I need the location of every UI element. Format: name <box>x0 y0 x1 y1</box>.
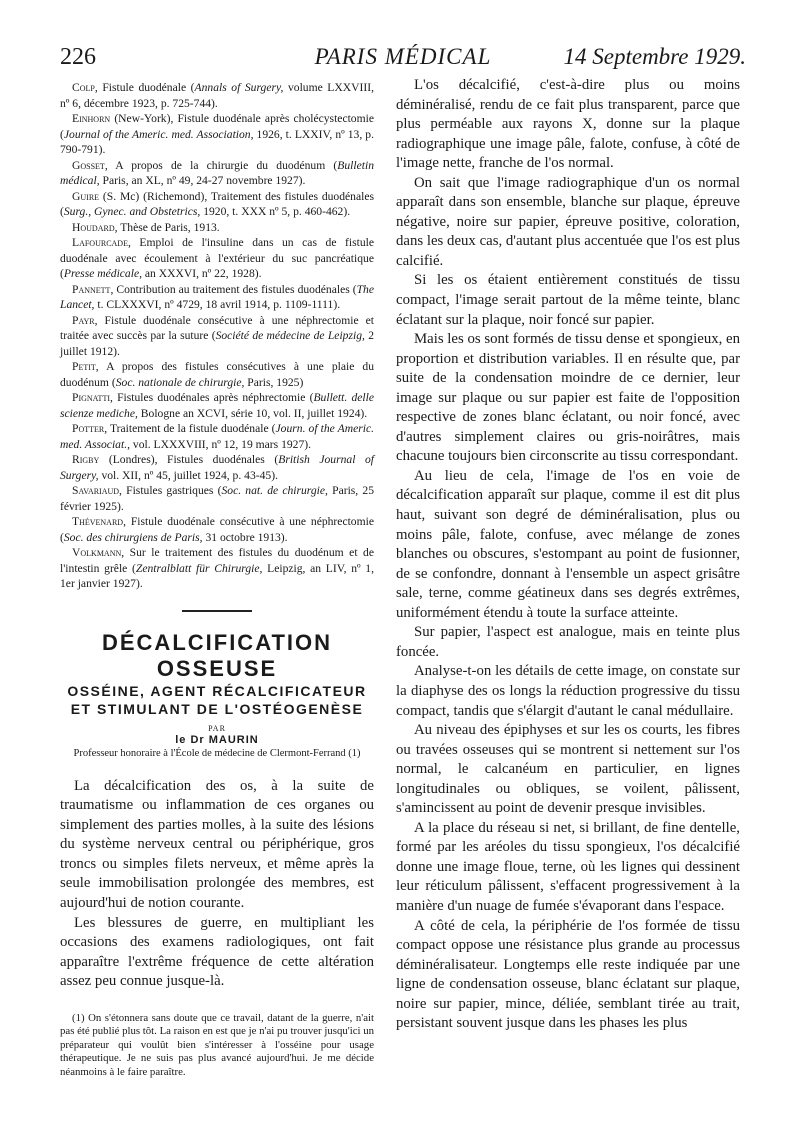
body-paragraph: A la place du réseau si net, si brillant, de fine dentelle, formé par les aréoles du tissu spongieux, l'os décalcifié donne une image floue, terne, où les lignes qui dessinent leur réticulum pâlissent, s'effacent progressivement à la manière d'un nuage de fumée s'évaporant dans l'espace. <box>396 819 740 914</box>
body-paragraph: Au lieu de cela, l'image de l'os en voie de décalcification apparaît sur plaque, comme il est dit plus haut, suivant son degré de déminéralisation, plus ou moins pâle, falote, confuse, avec mélange de zones blanches ou obscures, s'estompant au point de fusionner, de se confondre, donnant à l'ensemble un aspect grisâtre sale, terne, comme géatineux dans ses degrés extrêmes, uniformément étendu à toute la surface atteinte. <box>396 467 740 621</box>
body-paragraph: La décalcification des os, à la suite de traumatisme ou inflammation de ces organes ou simplement des parties molles, à la suite des lésions du système nerveux central ou périphérique, gros troncs ou simples filets nerveux, et même après la seule immobilisation prolongée des membres, est aujourd'hui de notion courante. <box>60 777 374 912</box>
reference-item: Colp, Fistule duodénale (Annals of Surgery, volume LXXVIII, nº 6, décembre 1923, p. 725-744). <box>60 81 374 110</box>
section-divider <box>182 610 252 612</box>
body-paragraph: On sait que l'image radiographique d'un os normal apparaît dans son ensemble, blanche sur plaque, épreuve négative, noire sur papier, épreuve positive, coloration, dans les deux cas, d'autant plus accentuée que l'os est plus calcifié. <box>396 174 740 269</box>
left-column <box>60 80 374 1090</box>
reference-item: Einhorn (New-York), Fistule duodénale après cholécystectomie (Journal of the Americ. med. Association, 1926, t. LXXIV, nº 13, p. 790-791). <box>60 112 374 156</box>
reference-item: Lafourcade, Emploi de l'insuline dans un cas de fistule duodénale avec écoulement à l'extérieur du suc pancréatique (Presse médicale, an XXXVI, nº 22, 1928). <box>60 236 374 280</box>
journal-title: PARIS MÉDICAL <box>314 44 492 69</box>
body-paragraph: Mais les os sont formés de tissu dense et spongieux, en proportion et distribution variables. Il en résulte que, par suite de la condensation moindre de ce dernier, leur image sur plaque ou sur papier est faite de l'opposition respective de zones blanc éclatant, ou noir foncé, avec d'autres simplement claires ou gris-noirâtres, mais chacune toujours bien circonscrite au tissu correspondant. <box>396 331 740 465</box>
reference-item: Gosset, A propos de la chirurgie du duodénum (Bulletin médical, Paris, an XL, nº 49, 24-27 novembre 1927). <box>60 158 374 187</box>
reference-item: Petit, A propos des fistules consécutives à une plaie du duodénum (Soc. nationale de chirurgie, Paris, 1925) <box>60 360 374 389</box>
body-paragraph: L'os décalcifié, c'est-à-dire plus ou moins déminéralisé, rendu de ce fait plus transparent, parce que plus perméable aux rayons X, donne sur la plaque radiographique une image pâle, falote, confuse, à côté de l'image nette, franche de l'os normal. <box>396 77 740 172</box>
body-paragraph: Les blessures de guerre, en multipliant les occasions des examens radiologiques, ont fait apparaître l'extrême fréquence de cette altération assez peu connue jusque-là. <box>60 914 374 990</box>
reference-item: Guire (S. Mc) (Richemond), Traitement des fistules duodénales (Surg., Gynec. and Obstetrics, 1920, t. XXX nº 5, p. 460-462). <box>60 189 374 218</box>
article-subtitle-line-1: OSSÉINE, AGENT RÉCALCIFICATEUR <box>67 682 367 699</box>
reference-item: Volkmann, Sur le traitement des fistules du duodénum et de l'intestin grêle (Zentralblatt für Chirurgie, Leipzig, an LIV, nº 1, 1er janvier 1927). <box>60 546 374 590</box>
byline-par: PAR <box>208 723 226 733</box>
page-number: 226 <box>60 44 96 70</box>
right-column <box>396 76 740 1034</box>
article-title: DÉCALCIFICATION OSSEUSE <box>101 629 333 681</box>
body-paragraph: A côté de cela, la périphérie de l'os formée de tissu compact oppose une résistance plus grande au processus déminéralisateur. Longtemps elle reste indiquée par une ligne de condensation osseuse, blanc éclatant sur plaque, noire sur papier, mince, déliée, semblant tirée au trait, persistant souvent jusque dans les phases les plus <box>396 917 740 1032</box>
footnote: (1) On s'étonnera sans doute que ce travail, datant de la guerre, n'ait pas été publié plus tôt. La raison en est que je n'ai pu trouver jusqu'ici un préparateur qui voulût bien s'intéresser à l'osséine pour usage thérapeutique. Je ne suis pas plus avancé aujourd'hui. Je me décide néanmoins à le faire paraître. <box>60 1012 374 1078</box>
body-paragraph: Sur papier, l'aspect est analogue, mais en teinte plus foncée. <box>396 624 740 660</box>
body-paragraph: Au niveau des épiphyses et sur les os courts, les fibres ou travées osseuses qui se montrent si nettement sur l'os normal, le calcanéum en particulier, en lignes longitudinales ou obliques, se voilent, pâlissent, s'amincissent au point de devenir presque invisibles. <box>396 722 740 817</box>
reference-list <box>60 80 374 592</box>
reference-item: Rigby (Londres), Fistules duodénales (British Journal of Surgery, vol. XII, nº 45, juillet 1924, p. 43-45). <box>60 453 374 482</box>
body-paragraph: Analyse-t-on les détails de cette image, on constate sur la diaphyse des os longs la réduction progressive du tissu compact, tandis que s'élargit d'autant le canal médullaire. <box>396 663 740 719</box>
reference-item: Potter, Traitement de la fistule duodénale (Journ. of the Americ. med. Associat., vol. LXXXVIII, nº 12, 19 mars 1927). <box>60 422 374 451</box>
author-affiliation: Professeur honoraire à l'École de médecine de Clermont-Ferrand (1) <box>73 747 361 759</box>
article-subtitle-line-2: ET STIMULANT DE L'OSTÉOGENÈSE <box>70 700 364 717</box>
reference-item: Thévenard, Fistule duodénale consécutive à une néphrectomie (Soc. des chirurgiens de Paris, 31 octobre 1913). <box>60 515 374 544</box>
body-paragraph: Si les os étaient entièrement constitués de tissu compact, l'image serait partout de la même teinte, blanc éclatant sur la plaque, noir foncé sur papier. <box>396 272 740 328</box>
running-header <box>60 44 746 74</box>
reference-item: Savariaud, Fistules gastriques (Soc. nat. de chirurgie, Paris, 25 février 1925). <box>60 484 374 513</box>
reference-item: Pannett, Contribution au traitement des fistules duodénales (The Lancet, t. CLXXXVI, nº 4729, 18 avril 1914, p. 1109-1111). <box>60 282 374 311</box>
reference-item: Pignatti, Fistules duodénales après néphrectomie (Bullett. delle scienze mediche, Bologne an XCVI, série 10, vol. II, juillet 1924). <box>60 391 374 420</box>
author-name: le Dr MAURIN <box>175 733 259 746</box>
issue-date: 14 Septembre 1929. <box>563 44 746 69</box>
reference-item: Payr, Fistule duodénale consécutive à une néphrectomie et traitée avec succès par la suture (Société de médecine de Leipzig, 2 juillet 1912). <box>60 313 374 358</box>
reference-item: Houdard, Thèse de Paris, 1913. <box>72 220 220 234</box>
